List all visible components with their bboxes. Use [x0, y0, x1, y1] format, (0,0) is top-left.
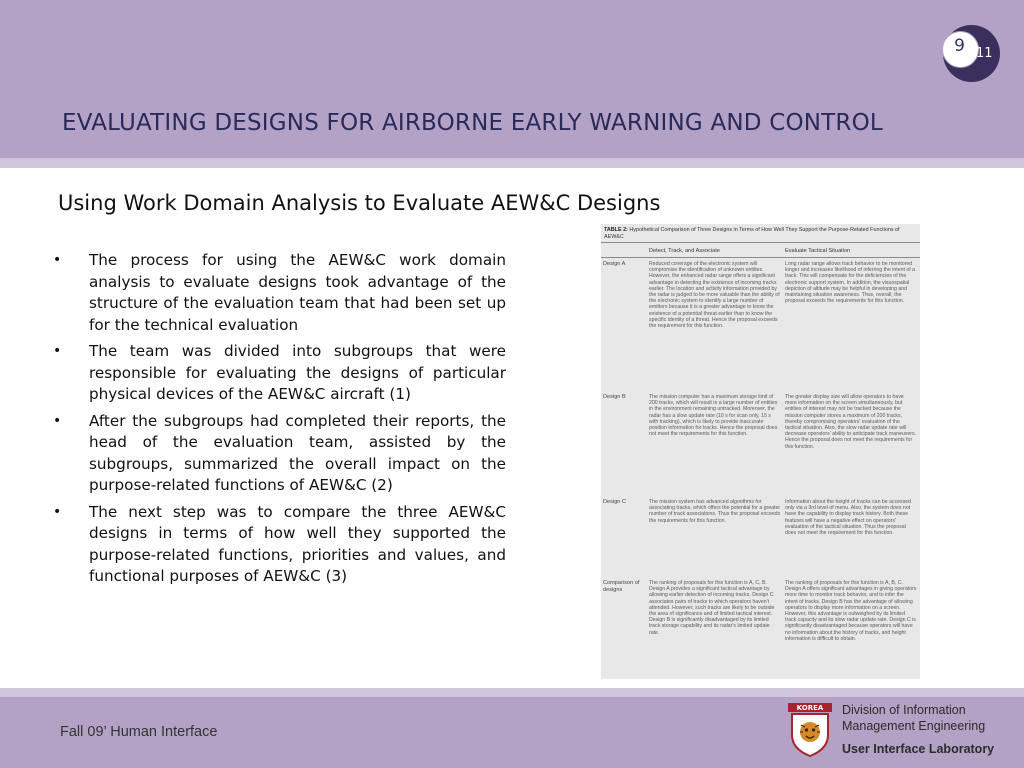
- header-divider: [0, 158, 1024, 168]
- bullet-list: [50, 250, 506, 593]
- table-cell: Reduced coverage of the electronic system will compromise the identification of unknown entities. However, the enhanced radar range offers a significant advantage in detecting the existence of incoming tracks earlier. The location and activity information provided by the radar is judged to be more valuable than the ability of the electronic system to identify a large number of emitters because it is a greater advantage to know the existence of a potential threat earlier than to know the specific identity of a threat. Hence the proposal exceeds the requirement for this function.: [649, 261, 780, 330]
- bullet-text: The next step was to compare the three AEW&C designs in terms of how well they supported the purpose-related functions, priorities and values, and functional purposes of AEW&C (3): [89, 502, 506, 585]
- table-cell: The greater display size will allow operators to have more information on the screen simultaneously, but entities of interest may not be tracked because the mission computer stores a maximum of 200 tracks, thereby compromising operators' evaluation of the tactical situation. Also, the slow radar update rate will decrease operators' ability to anticipate track maneuvers. Hence the proposal does not meet the requirements for this function.: [785, 394, 917, 450]
- page-title: EVALUATING DESIGNS FOR AIRBORNE EARLY WARNING AND CONTROL: [62, 110, 883, 136]
- institution-line-2: Management Engineering: [842, 719, 986, 733]
- logo-eye-left: [805, 728, 808, 731]
- bullet-text: The team was divided into subgroups that were responsible for evaluating the designs of particular physical devices of the AEW&C aircraft (1): [89, 342, 506, 403]
- bullet-text: The process for using the AEW&C work domain analysis to evaluate designs took advantage of the structure of the evaluation team that had been set up for the technical evaluation: [89, 251, 506, 334]
- bullet-icon: •: [53, 252, 62, 268]
- institution-line-1: Division of Information: [842, 703, 966, 717]
- table-cell: The mission computer has a maximum storage limit of 200 tracks, which will result in a large number of entities in the environment remaining untracked. Moreover, the radar has a slow update rate (10 s for scan only, 15 s with tracking), which is likely to provide inaccurate position information for tracks. Hence the proposal does not meet the requirements for this function.: [649, 394, 778, 438]
- bullet-icon: •: [53, 503, 62, 520]
- bullet-text: After the subgroups had completed their reports, the head of the evaluation team, assisted by the subgroups, summarized the overall impact on the purpose-related functions of AEW&C (2): [89, 411, 506, 494]
- korea-university-logo: [788, 703, 832, 757]
- page-current-number: 9: [954, 36, 965, 56]
- table-top-rule: [601, 242, 920, 243]
- table-row-label: Comparison of designs: [603, 580, 640, 593]
- bullet-item: [50, 250, 506, 336]
- table-col-header-evaluate: Evaluate Tactical Situation: [785, 248, 851, 254]
- table-row-label: Design C: [603, 499, 627, 505]
- bullet-item: [50, 502, 506, 588]
- table-col-header-detect: Detect, Track, and Associate: [649, 248, 720, 254]
- table-caption-text: Hypothetical Comparison of Three Designs in Terms of How Well They Support the Purpose-Related Functions of AEW&C: [604, 227, 900, 240]
- table-caption: [604, 227, 916, 241]
- page-total-number: 11: [976, 46, 993, 61]
- table-cell: Long radar range allows track behavior to be monitored longer and increases likelihood of inferring the intent of a track. This will compensate for the deficiencies of the electronic support system. In addition, the visuospatial depiction of altitude may be helpful in developing and maintaining situation awareness. Thus, overall, the proposal exceeds the requirements for this function.: [785, 261, 916, 305]
- table-row-label: Design A: [603, 261, 626, 267]
- table-row-label: Design B: [603, 394, 626, 400]
- table-header-rule: [601, 257, 920, 258]
- bullet-icon: •: [53, 412, 62, 429]
- table-cell: The mission system has advanced algorithms for associating tracks, which offers the potential for a greater number of track associations. Thus the proposal exceeds the requirements for this function.: [649, 499, 781, 524]
- logo-eye-right: [812, 728, 815, 731]
- table-cell: The ranking of proposals for this function is A, C, B. Design A provides a significant tactical advantage by allowing earlier detection of incoming tracks. Design C associates pairs of tracks to which operators haven't attended. However, such tracks are likely to be outside the area of significance and of limited tactical interest. Design B is significantly disadvantaged by its limited track storage capability and its radar's limited update rate.: [649, 580, 775, 636]
- course-label: Fall 09’ Human Interface: [60, 724, 218, 740]
- table-image: [601, 224, 920, 679]
- table-cell: The ranking of proposals for this function is A, B, C. Design A offers significant advantages in giving operators more time to monitor track behavior, and to infer the intent of tracks. Design B has the advantage of allowing operators to display more information on a screen. However, this advantage is outweighed by its limited track capacity and its slow radar update rate. Design C is significantly disadvantaged because operators will have no information about the history of tracks, and height information is difficult to obtain.: [785, 580, 917, 642]
- logo-text: KOREA: [796, 704, 824, 712]
- bullet-item: [50, 411, 506, 497]
- table-cell: Information about the height of tracks can be accessed only via a 3rd level of menu. Also, the system does not have the capability to display track history. Both these features will have a negative effect on operators' evaluation of the tactical situation. Thus the proposal does not meet the requirement for this function.: [785, 499, 912, 537]
- table-caption-label: TABLE 2:: [604, 227, 628, 233]
- lab-name: User Interface Laboratory: [842, 742, 995, 756]
- footer-divider: [0, 688, 1024, 697]
- bullet-icon: •: [53, 343, 62, 359]
- slide-subtitle: Using Work Domain Analysis to Evaluate AEW&C Designs: [58, 191, 661, 215]
- bullet-item: [50, 341, 506, 406]
